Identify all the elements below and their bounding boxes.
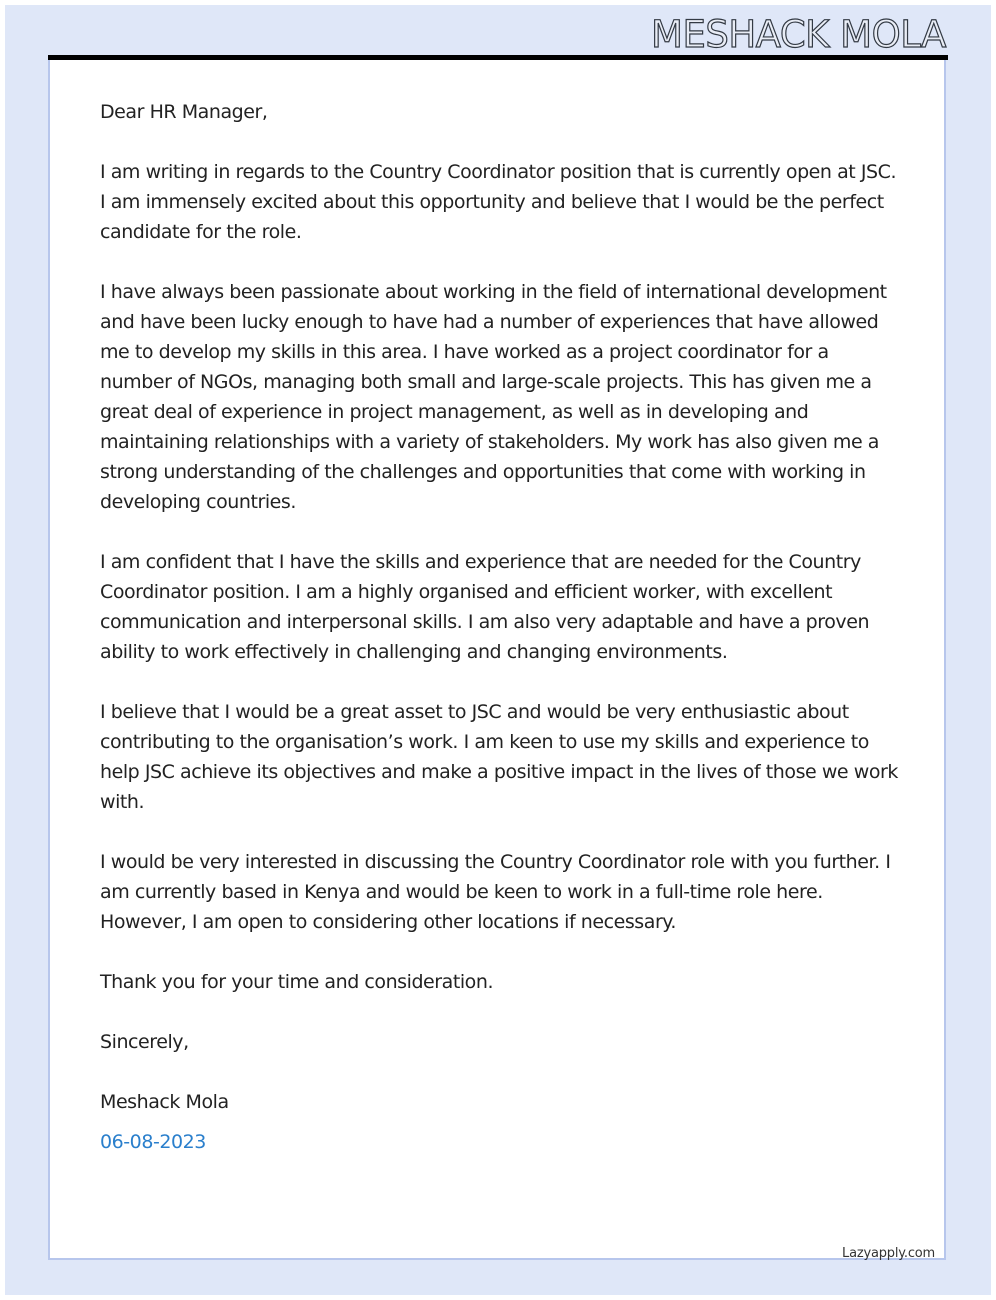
closing: Sincerely, [100,1031,189,1053]
paragraph: I am writing in regards to the Country Coordinator position that is currently open at JSC. I am immensely excited about this opportunity and believe that I would be the perfect candidate for the role. [100,161,897,243]
paragraph: I would be very interested in discussing the Country Coordinator role with you further. I am currently based in Kenya and would be keen to work in a full-time role here. However, I am open to considering other locations if necessary. [100,851,891,933]
applicant-name-title: MESHACK MOLA [651,13,946,56]
paragraph: I believe that I would be a great asset to JSC and would be very enthusiastic about contributing to the organisation’s work. I am keen to use my skills and experience to help JSC achieve its objectives and make a positive impact in the lives of those we work with. [100,701,898,813]
watermark: Lazyapply.com [842,1246,935,1261]
letter-body [100,97,900,1157]
signature-name: Meshack Mola [100,1091,229,1113]
letter-date: 06-08-2023 [100,1131,206,1153]
salutation: Dear HR Manager, [100,101,268,123]
paragraph: Thank you for your time and consideration. [100,971,494,993]
paragraph: I have always been passionate about working in the field of international development and have been lucky enough to have had a number of experiences that have allowed me to develop my skills in this area. I have worked as a project coordinator for a number of NGOs, managing both small and large-scale projects. This has given me a great deal of experience in project management, as well as in developing and maintaining relationships with a variety of stakeholders. My work has also given me a strong understanding of the challenges and opportunities that come with working in developing countries. [100,281,887,513]
paragraph: I am confident that I have the skills and experience that are needed for the Country Coordinator position. I am a highly organised and efficient worker, with excellent communication and interpersonal skills. I am also very adaptable and have a proven ability to work effectively in challenging and changing environments. [100,551,870,663]
